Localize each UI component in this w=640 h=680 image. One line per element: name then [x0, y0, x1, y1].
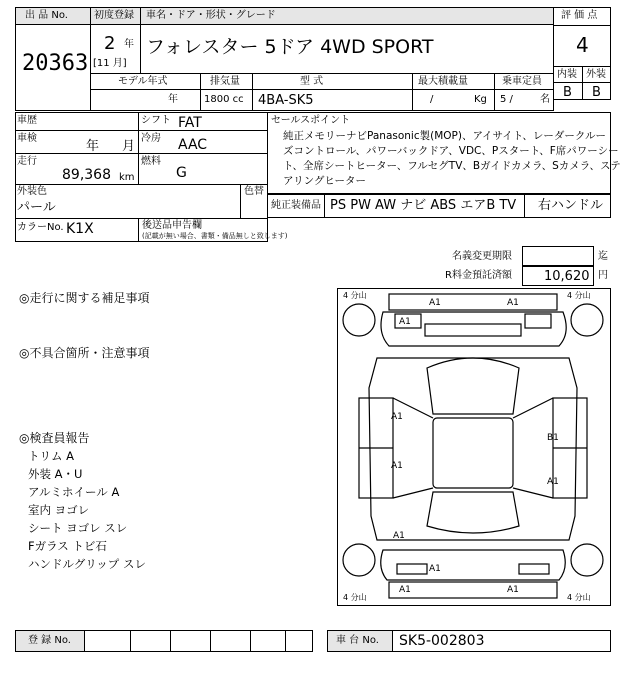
car-damage-diagram: [337, 288, 611, 606]
inspector-line: 外装 A・U: [28, 467, 83, 481]
displacement: 1800 cc: [204, 94, 244, 105]
interior-grade: B: [563, 85, 572, 100]
mileage-label: 走行: [17, 156, 37, 167]
defect-notes-label: ◎不具合箇所・注意事項: [19, 346, 150, 360]
tire-front-left-label: 4 分山: [343, 291, 367, 300]
name-change-deadline-field: [522, 246, 594, 266]
capacity-unit: 名: [540, 94, 550, 105]
damage-mark: A1: [399, 317, 411, 327]
documents-note: (記載が無い場合、書類・備品無しと致します): [142, 232, 288, 240]
driving-notes-label: ◎走行に関する補足事項: [19, 291, 150, 305]
rating-label: 評 価 点: [561, 10, 598, 21]
inspector-report-label: ◎検査員報告: [19, 431, 90, 445]
capacity: 5 /: [500, 94, 513, 105]
color-number-label: カラーNo.: [17, 222, 64, 233]
model-type-label: 型 式: [300, 76, 324, 87]
lot-number: 20363: [22, 51, 89, 76]
inspection-label: 車検: [17, 133, 37, 144]
first-registration-label: 初度登録: [94, 10, 134, 21]
mileage-unit: km: [119, 172, 135, 183]
tire-front-right-label: 4 分山: [567, 291, 591, 300]
max-load-label: 最大積載量: [418, 76, 468, 87]
capacity-label: 乗車定員: [502, 76, 542, 87]
tire-rear-left-label: 4 分山: [343, 593, 367, 602]
damage-mark: A1: [399, 585, 411, 595]
chassis-number: SK5-002803: [399, 633, 485, 649]
mileage: 89,368: [62, 167, 111, 183]
sales-point-line: 純正メモリーナビPanasonic製(MOP)、アイサイト、レーダークルー: [283, 130, 607, 142]
damage-mark: A1: [391, 461, 403, 471]
documents-label: 後送品申告欄: [142, 220, 202, 231]
shift: FAT: [178, 115, 202, 131]
color-number: K1X: [66, 221, 94, 237]
rating-value: 4: [576, 33, 589, 57]
model-year-label: モデル年式: [118, 76, 168, 87]
recycle-fee-value: 10,620: [544, 269, 590, 284]
sales-points-label: セールスポイント: [271, 115, 351, 126]
inspector-line: トリム A: [28, 449, 75, 463]
sales-point-line: ト、全席シートヒーター、フルセグTV、Bガイドカメラ、Sカメラ、ステ: [283, 160, 621, 172]
damage-mark: A1: [507, 298, 519, 308]
inspector-line: アルミホイール A: [28, 485, 120, 499]
history-label: 車歴: [17, 115, 37, 126]
damage-mark: B1: [547, 433, 559, 443]
name-change-deadline-label: 名義変更期限: [452, 251, 512, 262]
max-load: /: [430, 94, 434, 105]
chassis-number-label: 車 台 No.: [336, 635, 379, 646]
fuel-label: 燃料: [141, 156, 161, 167]
sales-points-text: [283, 129, 621, 189]
inspector-line: 室内 ヨゴレ: [28, 503, 90, 517]
recycle-fee-label: R料金預託済額: [445, 270, 512, 281]
car-name: フォレスター 5ドア 4WD SPORT: [146, 36, 434, 58]
damage-mark: A1: [391, 412, 403, 422]
first-registration-year: 2: [104, 33, 116, 54]
exterior-grade-label: 外装: [586, 69, 606, 80]
exterior-color: パール: [17, 200, 56, 215]
inspector-line: シート ヨゴレ スレ: [28, 521, 128, 535]
first-registration-year-unit: 年: [124, 39, 134, 50]
inspector-report: [28, 447, 146, 573]
damage-mark: A1: [507, 585, 519, 595]
exterior-grade: B: [592, 85, 601, 100]
car-name-label: 車名・ドア・形状・グレード: [146, 10, 276, 21]
model-type: 4BA-SK5: [258, 93, 314, 108]
sales-point-line: ズコントロール、パワーバックドア、VDC、Pスタート、F席パワーシー: [283, 145, 619, 157]
interior-grade-label: 内装: [557, 69, 577, 80]
ac-label: 冷房: [141, 133, 161, 144]
name-change-deadline-unit: 迄: [598, 251, 608, 262]
registration-number-label: 登 録 No.: [28, 635, 71, 646]
tire-rear-right-label: 4 分山: [567, 593, 591, 602]
exterior-color-label: 外装色: [17, 186, 47, 197]
damage-mark: A1: [547, 477, 559, 487]
recycle-fee-unit: 円: [598, 270, 608, 281]
equipment-label: 純正装備品: [271, 200, 321, 211]
damage-mark: A1: [393, 531, 405, 541]
max-load-unit: Kg: [474, 94, 487, 105]
model-year-unit: 年: [168, 94, 178, 105]
inspector-line: Fガラス トビ石: [28, 539, 107, 553]
displacement-label: 排気量: [210, 76, 240, 87]
fuel: G: [176, 165, 187, 181]
equipment-items: PS PW AW ナビ ABS エアB TV: [330, 198, 517, 213]
lot-number-label: 出 品 No.: [25, 10, 68, 21]
damage-mark: A1: [429, 298, 441, 308]
color-change-label: 色替: [244, 186, 264, 197]
first-registration-month: [11 月]: [93, 58, 127, 69]
inspection-year-unit: 年: [86, 139, 100, 154]
inspection-month-unit: 月: [122, 139, 136, 154]
sales-point-line: アリングヒーター: [283, 175, 366, 187]
inspector-line: ハンドルグリップ スレ: [28, 557, 146, 571]
damage-mark: A1: [429, 564, 441, 574]
shift-label: シフト: [141, 115, 171, 126]
ac: AAC: [178, 137, 208, 153]
steering-position: 右ハンドル: [538, 198, 604, 213]
